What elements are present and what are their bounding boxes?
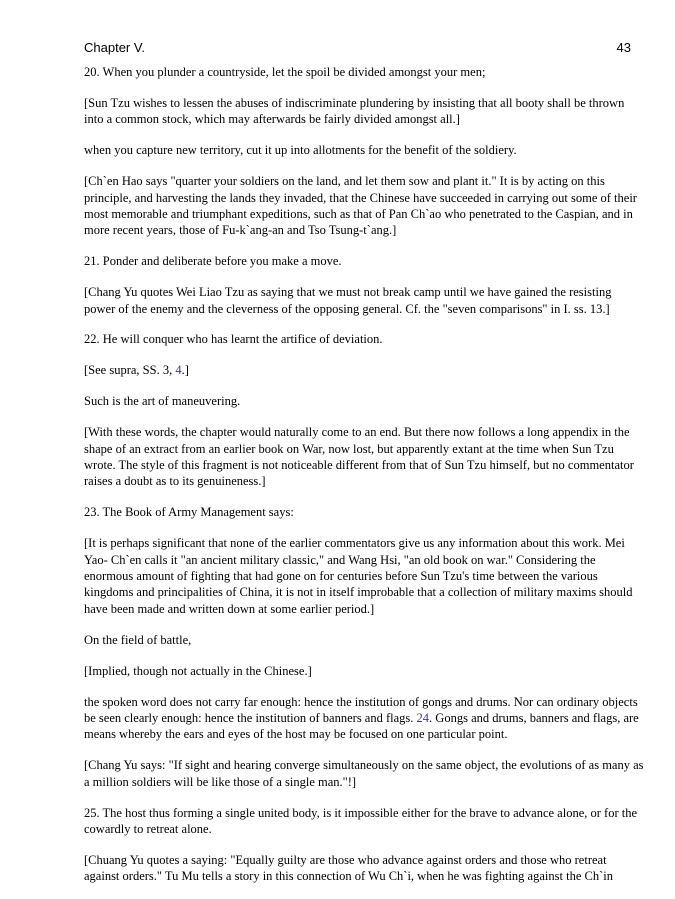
paragraph: when you capture new territory, cut it up into allotments for the benefit of the soldiery. xyxy=(84,143,517,158)
chapter-title: Chapter V. xyxy=(84,40,145,55)
paragraph-text: . Gongs and drums, banners and flags, are means whereby the ears and eyes of the host may be focused on one particular point. xyxy=(84,710,639,742)
section-link[interactable]: 24 xyxy=(416,710,430,725)
paragraph-text: .] xyxy=(181,363,189,378)
paragraph: [It is perhaps significant that none of the earlier commentators give us any information about this work. Mei Yao- Ch`en calls it "an ancient military classic," and Wang Hsi, "an old book on war." Considering the enormous amount of fighting that had gone on for centuries before Sun Tzu's time between the various kingdoms and principalities of China, it is not in itself improbable that a collection of military maxims should have been made and written down at some earlier period.] xyxy=(84,536,633,616)
paragraph: [Chuang Yu quotes a saying: "Equally guilty are those who advance against orders and those who retreat against orders." Tu Mu tells a story in this connection of Wu Ch`i, when he was fighting against the Ch`in xyxy=(84,852,613,884)
paragraph: 20. When you plunder a countryside, let the spoil be divided amongst your men; xyxy=(84,65,486,79)
body-text xyxy=(84,64,644,899)
paragraph-text: the spoken word does not carry far enough: hence the institution of gongs and drums. Nor can ordinary objects be seen clearly enough: hence the institution of banners and flags. xyxy=(84,694,638,725)
paragraph: On the field of battle, xyxy=(84,632,192,647)
section-link[interactable]: 4 xyxy=(175,363,182,378)
paragraph: [Sun Tzu wishes to lessen the abuses of indiscriminate plundering by insisting that all booty shall be thrown into a common stock, which may afterwards be fairly divided amongst all.] xyxy=(84,95,625,127)
paragraph: [Chang Yu quotes Wei Liao Tzu as saying that we must not break camp until we have gained the resisting power of the enemy and the cleverness of the opposing general. Cf. the "seven comparisons" in I. ss. 13.] xyxy=(84,285,612,316)
paragraph: [With these words, the chapter would naturally come to an end. But there now follows a long appendix in the shape of an extract from an earlier book on War, now lost, but apparently extant at the time when Sun Tzu wrote. The style of this fragment is not noticeable different from that of Sun Tzu himself, but no commentator raises a doubt as to its genuineness.] xyxy=(84,425,634,489)
paragraph: 23. The Book of Army Management says: xyxy=(84,505,294,520)
page-number: 43 xyxy=(616,40,631,55)
paragraph: Such is the art of maneuvering. xyxy=(84,394,241,409)
paragraph-text: [See supra, SS. 3, xyxy=(84,363,176,378)
paragraph xyxy=(84,694,644,743)
paragraph: [Implied, though not actually in the Chinese.] xyxy=(84,663,312,678)
paragraph: 21. Ponder and deliberate before you make a move. xyxy=(84,254,342,269)
paragraph: [Chang Yu says: "If sight and hearing converge simultaneously on the same object, the evolutions of as many as a million soldiers will be like those of a single man."!] xyxy=(84,758,644,789)
paragraph: 22. He will conquer who has learnt the artifice of deviation. xyxy=(84,332,383,347)
paragraph xyxy=(84,362,644,378)
paragraph: [Ch`en Hao says "quarter your soldiers on the land, and let them sow and plant it." It is by acting on this principle, and harvesting the lands they invaded, that the Chinese have succeeded in carrying out some of their most memorable and triumphant expeditions, such as that of Pan Ch`ao who penetrated to the Caspian, and in more recent years, those of Fu-k`ang-an and Tso Tsung-t`ang.] xyxy=(84,174,637,238)
paragraph: 25. The host thus forming a single united body, is it impossible either for the brave to advance alone, or for the cowardly to retreat alone. xyxy=(84,805,637,836)
page-header xyxy=(84,40,631,58)
